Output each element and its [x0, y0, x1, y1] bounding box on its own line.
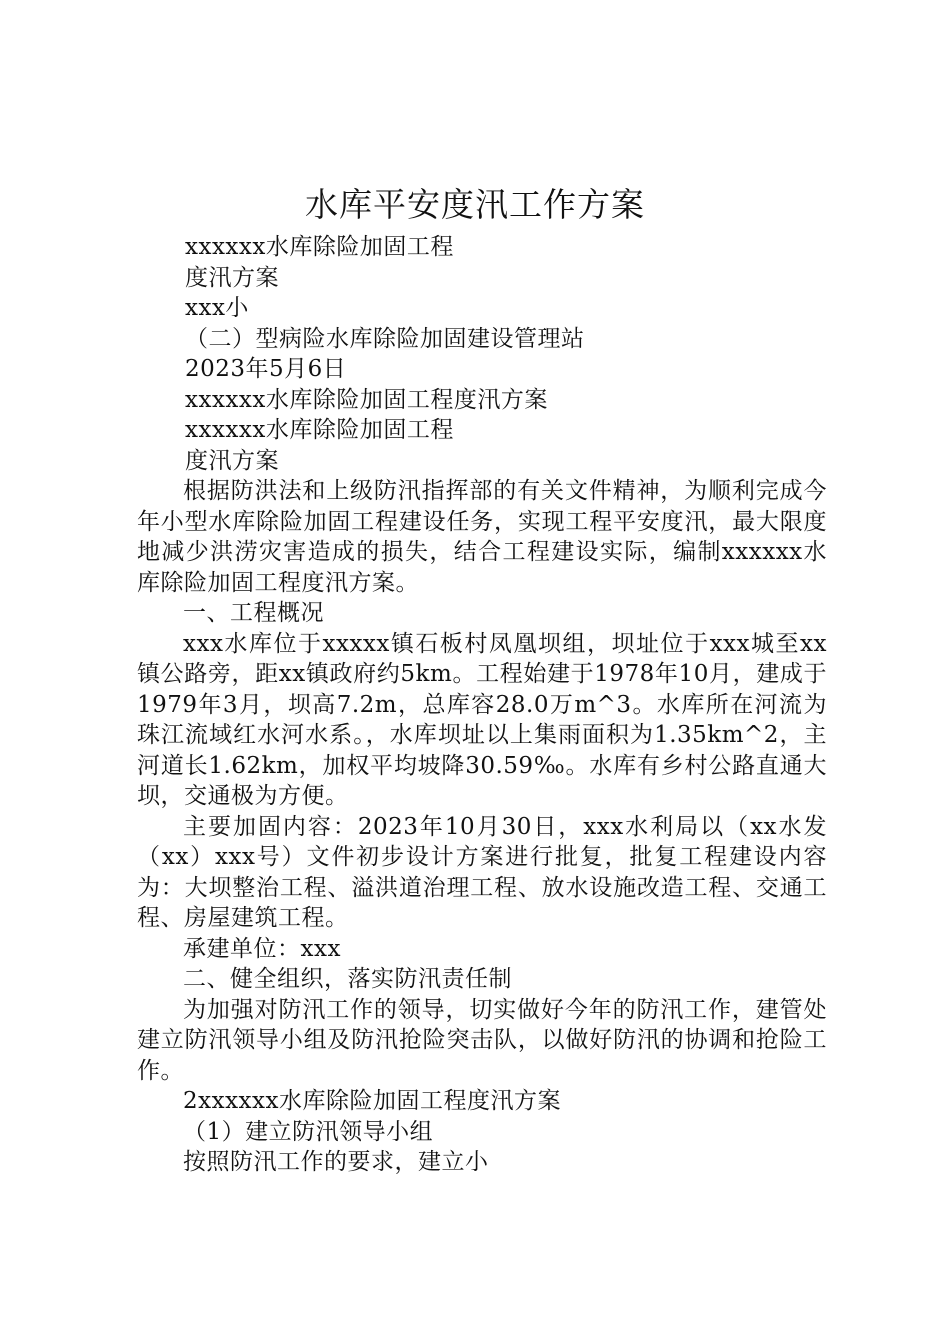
paragraph-contractor: 承建单位：xxx	[183, 935, 341, 962]
header-line-project: xxxxxx水库除险加固工程	[185, 234, 454, 260]
document-title: 水库平安度汛工作方案	[305, 185, 645, 224]
running-header: 2xxxxxx水库除险加固工程度汛方案	[183, 1088, 561, 1114]
document-body	[137, 232, 827, 1178]
paragraph-intro: 根据防洪法和上级防汛指挥部的有关文件精神，为顺利完成今年小型水库除险加固工程建设任务，实现工程平安度汛，最大限度地减少洪涝灾害造成的损失，结合工程建设实际，编制xxxxxx水库除险加固工程度汛方案。	[137, 478, 827, 596]
paragraph-reinforcement: 主要加固内容：2023年10月30日，xxx水利局以（xx水发（xx）xxx号）文件初步设计方案进行批复，批复工程建设内容为：大坝整治工程、溢洪道治理工程、放水设施改造工程、交通工程、房屋建筑工程。	[137, 813, 827, 931]
paragraph-overview: xxx水库位于xxxxx镇石板村凤凰坝组，坝址位于xxx城至xx镇公路旁，距xx镇政府约5km。工程始建于1978年10月，建成于1979年3月，坝高7.2m，总库容28.0万m^3。水库所在河流为珠江流域红水河水系。，水库坝址以上集雨面积为1.35km^2，主河道长1.62km，加权平均坡降30.59‰。水库有乡村公路直通大坝，交通极为方便。	[137, 630, 827, 809]
header-line-full-title: xxxxxx水库除险加固工程度汛方案	[185, 386, 548, 413]
subsection-heading-leadership: （1）建立防汛领导小组	[183, 1118, 434, 1145]
section-heading-organization: 二、健全组织，落实防汛责任制	[183, 966, 512, 992]
paragraph-leadership: 按照防汛工作的要求，建立小	[183, 1149, 489, 1175]
section-heading-overview: 一、工程概况	[183, 600, 324, 626]
header-line-date: 2023年5月6日	[185, 356, 347, 382]
header-line-station: （二）型病险水库除险加固建设管理站	[185, 325, 585, 352]
paragraph-organization: 为加强对防汛工作的领导，切实做好今年的防汛工作，建管处建立防汛领导小组及防汛抢险突击队，以做好防汛的协调和抢险工作。	[137, 996, 827, 1084]
header-line-small: xxx小	[185, 295, 249, 321]
header-line-plan-repeat: 度汛方案	[185, 447, 279, 474]
header-line-plan: 度汛方案	[185, 264, 279, 291]
header-line-project-repeat: xxxxxx水库除险加固工程	[185, 417, 454, 443]
